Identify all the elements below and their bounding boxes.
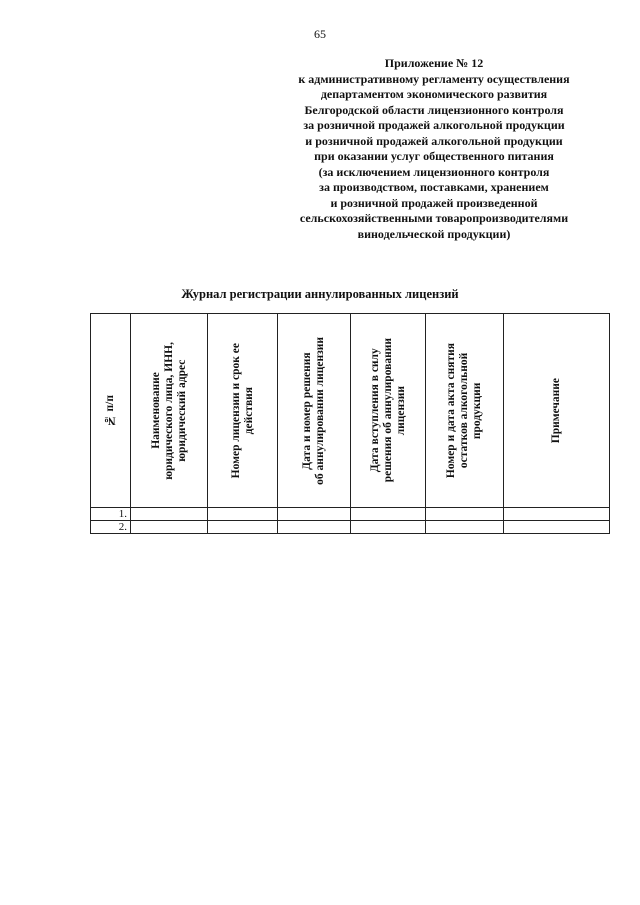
appendix-line: и розничной продажей алкогольной продукции — [305, 133, 563, 148]
table-cell — [351, 521, 426, 534]
table-cell — [426, 508, 504, 521]
column-header-note — [504, 314, 610, 508]
column-header-number — [91, 314, 131, 508]
column-header-line: Номер лицензии и срок ее — [229, 342, 242, 479]
row-number: 2. — [91, 521, 131, 534]
appendix-line: и розничной продажей произведенной — [330, 195, 538, 210]
column-header-line: лицензии — [394, 385, 407, 436]
appendix-line: при оказании услуг общественного питания — [314, 149, 554, 163]
table-cell — [131, 508, 208, 521]
column-header-decision — [278, 314, 351, 508]
table-cell — [278, 521, 351, 534]
appendix-line: Белгородской области лицензионного контроля — [304, 102, 564, 117]
column-header-line: Номер и дата акта снятия — [445, 342, 457, 479]
row-number: 1. — [91, 508, 131, 521]
appendix-line: департаментом экономического развития — [320, 87, 548, 101]
column-header-line: об аннулировании лицензии — [314, 336, 326, 485]
column-header-line: Дата и номер решения — [301, 351, 313, 470]
table-header-row — [91, 314, 610, 508]
table-cell — [131, 521, 208, 534]
table-cell — [208, 508, 278, 521]
table-cell — [351, 508, 426, 521]
table-cell — [504, 521, 610, 534]
column-header-effective-date — [351, 314, 426, 508]
appendix-line: к административному регламенту осуществления — [298, 71, 570, 86]
column-header-line: решения об аннулировании — [381, 338, 394, 483]
column-header-line: юридический адрес — [175, 359, 188, 462]
column-header-line: продукции — [471, 382, 483, 439]
table-cell — [208, 521, 278, 534]
column-header-line: Наименование — [149, 372, 162, 449]
appendix-header — [270, 56, 598, 242]
column-header-line: действия — [242, 386, 255, 435]
appendix-line: Приложение № 12 — [384, 56, 484, 70]
appendix-line: сельскохозяйственными товаропроизводителями — [299, 211, 569, 225]
appendix-line: за розничной продажей алкогольной продукции — [303, 118, 565, 132]
appendix-line: (за исключением лицензионного контроля — [318, 164, 550, 179]
column-header-line: остатков алкогольной — [458, 352, 470, 469]
column-header-line: № п/п — [104, 394, 116, 427]
table-cell — [278, 508, 351, 521]
column-header-line: Примечание — [550, 377, 562, 444]
column-header-entity — [131, 314, 208, 508]
table-cell — [504, 508, 610, 521]
page-number: 65 — [314, 27, 326, 41]
table-cell — [426, 521, 504, 534]
register-table — [90, 313, 610, 534]
column-header-line: Дата вступления в силу — [368, 348, 381, 473]
appendix-line: за производством, поставками, хранением — [319, 180, 549, 194]
column-header-license — [208, 314, 278, 508]
column-header-act — [426, 314, 504, 508]
table-row — [91, 521, 610, 534]
appendix-line: винодельческой продукции) — [357, 226, 511, 241]
column-header-line: юридического лица, ИНН, — [162, 341, 175, 480]
journal-title: Журнал регистрации аннулированных лицензий — [181, 287, 459, 301]
table-row — [91, 508, 610, 521]
